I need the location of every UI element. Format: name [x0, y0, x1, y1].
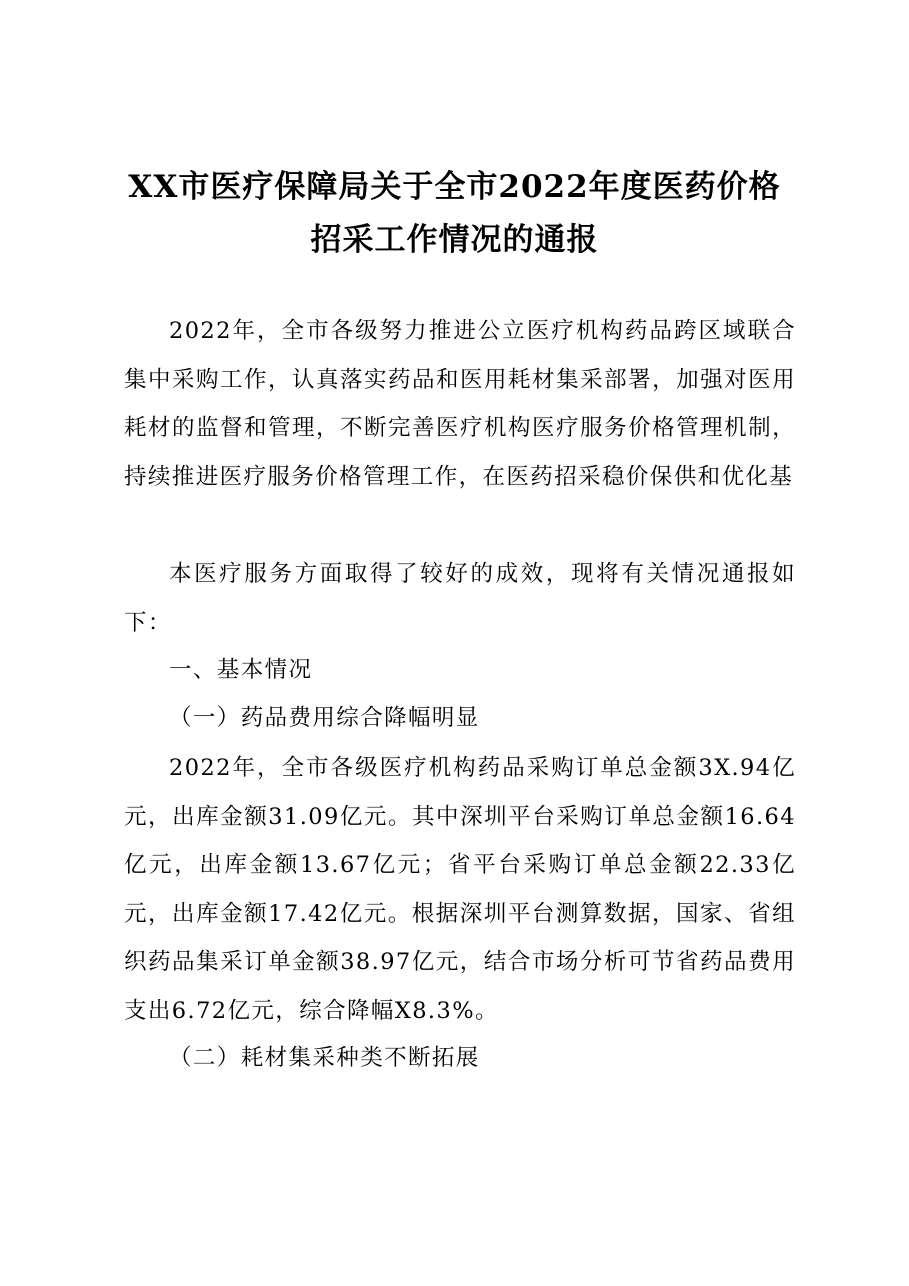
paragraph-drug-procurement: 2022年，全市各级医疗机构药品采购订单总金额3X.94亿元，出库金额31.09亿元。其中深圳平台采购订单总金额16.64亿元，出库金额13.67亿元；省平台采购订单总金额22.33亿元，出库金额17.42亿元。根据深圳平台测算数据，国家、省组织药品集采订单金额38.97亿元，结合市场分析可节省药品费用支出6.72亿元，综合降幅X8.3%。: [124, 755, 796, 1024]
paragraph-intro: 2022年，全市各级努力推进公立医疗机构药品跨区域联合集中采购工作，认真落实药品和医用耗材集采部署，加强对医用耗材的监督和管理，不断完善医疗机构医疗服务价格管理机制，持续推进医疗服务价格管理工作，在医药招采稳价保供和优化基: [124, 318, 796, 490]
document-title-line-1: XX市医疗保障局关于全市2022年度医药价格: [128, 169, 781, 205]
subsection-heading-consumables: （二）耗材集采种类不断拓展: [169, 1045, 480, 1071]
paragraph-intro-continued: 本医疗服务方面取得了较好的成效，现将有关情况通报如下：: [124, 561, 796, 636]
section-heading-basic-situation: 一、基本情况: [169, 657, 313, 683]
subsection-heading-drug-costs: （一）药品费用综合降幅明显: [169, 705, 480, 731]
document-title-line-2: 招采工作情况的通报: [310, 222, 599, 258]
